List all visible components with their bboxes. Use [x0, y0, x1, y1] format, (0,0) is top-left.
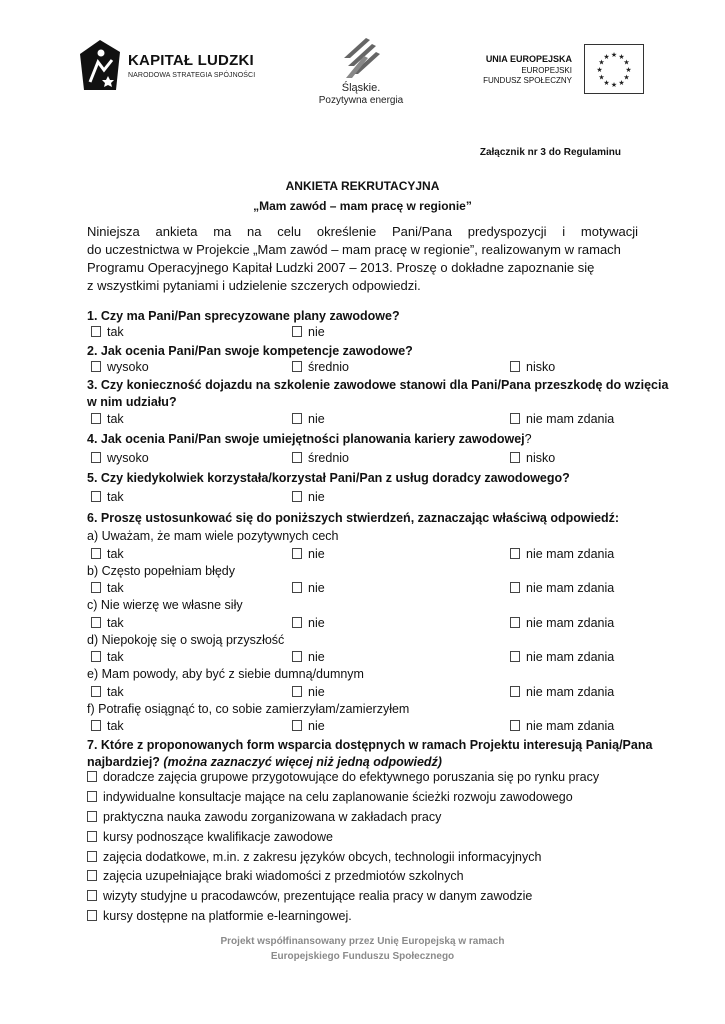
q6b-option-nie-mam-zdania[interactable]: nie mam zdania	[510, 581, 614, 595]
statement-d: d) Niepokoję się o swoją przyszłość	[87, 633, 285, 647]
checkbox-icon[interactable]	[91, 617, 101, 628]
q7-option-2[interactable]: indywidualne konsultacje mające na celu zaplanowanie ścieżki rozwoju zawodowego	[87, 790, 573, 804]
q6b-option-tak[interactable]: tak	[91, 581, 124, 595]
q7-option-4[interactable]: kursy podnoszące kwalifikacje zawodowe	[87, 830, 333, 844]
q6f-option-nie-mam-zdania[interactable]: nie mam zdania	[510, 719, 614, 733]
survey-title: ANKIETA REKRUTACYJNA	[285, 179, 440, 193]
footer-line-2: Europejskiego Funduszu Społecznego	[270, 951, 455, 962]
checkbox-icon[interactable]	[510, 582, 520, 593]
checkbox-icon[interactable]	[510, 720, 520, 731]
question-5: 5. Czy kiedykolwiek korzystała/korzystał Pani/Pan z usług doradcy zawodowego?	[87, 471, 570, 485]
q6d-option-tak[interactable]: tak	[91, 650, 124, 664]
q6e-option-tak[interactable]: tak	[91, 685, 124, 699]
q6a-option-nie-mam-zdania[interactable]: nie mam zdania	[510, 547, 614, 561]
q6a-option-tak[interactable]: tak	[91, 547, 124, 561]
checkbox-icon[interactable]	[87, 811, 97, 822]
checkbox-icon[interactable]	[292, 582, 302, 593]
q4-option-nisko[interactable]: nisko	[510, 451, 555, 465]
eu-flag-icon	[584, 44, 644, 94]
q6f-option-nie[interactable]: nie	[292, 719, 325, 733]
intro-line: do uczestnictwa w Projekcie „Mam zawód – mam pracę w regionie”, realizowanym w ramach	[87, 242, 621, 257]
q6a-option-nie[interactable]: nie	[292, 547, 325, 561]
svg-text:★: ★	[623, 58, 630, 67]
svg-text:★: ★	[603, 79, 610, 87]
checkbox-icon[interactable]	[91, 686, 101, 697]
q6c-option-tak[interactable]: tak	[91, 616, 124, 630]
q7-option-3[interactable]: praktyczna nauka zawodu zorganizowana w zakładach pracy	[87, 810, 441, 824]
checkbox-icon[interactable]	[91, 651, 101, 662]
kapital-ludzki-logo	[80, 40, 280, 92]
question-1: 1. Czy ma Pani/Pan sprecyzowane plany zawodowe?	[87, 309, 400, 323]
intro-line: Programu Operacyjnego Kapitał Ludzki 2007 – 2013. Proszę o dokładne zapoznanie się	[87, 260, 595, 275]
slaskie-slogan: Pozytywna energia	[318, 95, 404, 106]
svg-text:★: ★	[603, 53, 610, 61]
checkbox-icon[interactable]	[510, 617, 520, 628]
question-7	[87, 737, 652, 771]
question-4: 4. Jak ocenia Pani/Pan swoje umiejętności planowania kariery zawodowej?	[87, 432, 532, 446]
statement-a: a) Uważam, że mam wiele pozytywnych cech	[87, 529, 339, 543]
checkbox-icon[interactable]	[91, 720, 101, 731]
q5-option-nie[interactable]: nie	[292, 490, 325, 504]
eu-line-3: FUNDUSZ SPOŁECZNY	[483, 76, 572, 85]
checkbox-icon[interactable]	[91, 491, 101, 502]
question-2: 2. Jak ocenia Pani/Pan swoje kompetencje zawodowe?	[87, 344, 413, 358]
kapital-ludzki-subtitle: NARODOWA STRATEGIA SPÓJNOŚCI	[128, 72, 256, 79]
checkbox-icon[interactable]	[91, 452, 101, 463]
svg-text:★: ★	[625, 66, 632, 74]
q7-option-6[interactable]: zajęcia uzupełniające braki wiadomości z przedmiotów szkolnych	[87, 869, 464, 883]
question-7-line-1: 7. Które z proponowanych form wsparcia dostępnych w ramach Projektu interesują Panią/Pana	[87, 738, 653, 752]
slaskie-wave-icon	[336, 36, 382, 80]
svg-text:★: ★	[610, 81, 618, 89]
checkbox-icon[interactable]	[87, 831, 97, 842]
q6f-option-tak[interactable]: tak	[91, 719, 124, 733]
q3-option-nie[interactable]: nie	[292, 412, 325, 426]
svg-text:★: ★	[596, 66, 603, 74]
checkbox-icon[interactable]	[292, 326, 302, 337]
question-7-note: (można zaznaczyć więcej niż jedną odpowiedź)	[163, 755, 442, 769]
checkbox-icon[interactable]	[510, 413, 520, 424]
question-6: 6. Proszę ustosunkować się do poniższych stwierdzeń, zaznaczając właściwą odpowiedź:	[87, 511, 620, 525]
checkbox-icon[interactable]	[292, 452, 302, 463]
checkbox-icon[interactable]	[91, 548, 101, 559]
svg-text:★: ★	[598, 73, 605, 82]
kapital-ludzki-title: KAPITAŁ LUDZKI	[128, 52, 254, 69]
svg-text:★: ★	[598, 58, 605, 67]
project-title: „Mam zawód – mam pracę w regionie”	[253, 199, 472, 213]
question-3-line-2: w nim udziału?	[87, 395, 177, 409]
checkbox-icon[interactable]	[91, 326, 101, 337]
q6e-option-nie[interactable]: nie	[292, 685, 325, 699]
q7-option-7[interactable]: wizyty studyjne u pracodawców, prezentujące realia pracy w danym zawodzie	[87, 889, 532, 903]
annex-label: Załącznik nr 3 do Regulaminu	[479, 147, 621, 158]
checkbox-icon[interactable]	[292, 548, 302, 559]
q3-option-tak[interactable]: tak	[91, 412, 124, 426]
checkbox-icon[interactable]	[510, 548, 520, 559]
checkbox-icon[interactable]	[87, 771, 97, 782]
checkbox-icon[interactable]	[91, 582, 101, 593]
checkbox-icon[interactable]	[510, 361, 520, 372]
checkbox-icon[interactable]	[87, 851, 97, 862]
q1-option-nie[interactable]: nie	[292, 325, 325, 339]
q3-option-nie-mam-zdania[interactable]: nie mam zdania	[510, 412, 614, 426]
checkbox-icon[interactable]	[87, 791, 97, 802]
statement-c: c) Nie wierzę we własne siły	[87, 598, 243, 612]
statement-f: f) Potrafię osiągnąć to, co sobie zamierzyłam/zamierzyłem	[87, 702, 410, 716]
q2-option-wysoko[interactable]: wysoko	[91, 360, 149, 374]
q7-option-1[interactable]: doradcze zajęcia grupowe przygotowujące do efektywnego poruszania się po rynku pracy	[87, 770, 599, 784]
footer-line-1: Projekt współfinansowany przez Unię Europejską w ramach	[220, 936, 505, 947]
question-3	[87, 377, 669, 411]
checkbox-icon[interactable]	[292, 413, 302, 424]
checkbox-icon[interactable]	[292, 720, 302, 731]
checkbox-icon[interactable]	[510, 452, 520, 463]
checkbox-icon[interactable]	[87, 890, 97, 901]
q7-option-8[interactable]: kursy dostępne na platformie e-learningowej.	[87, 909, 352, 923]
intro-line: Niniejsza ankieta ma na celu określenie Pani/Pana predyspozycji i motywacji	[87, 224, 638, 239]
kapital-ludzki-emblem-icon	[80, 40, 120, 90]
statement-e: e) Mam powody, aby być z siebie dumną/dumnym	[87, 667, 364, 681]
slaskie-logo	[316, 36, 406, 108]
q6c-option-nie[interactable]: nie	[292, 616, 325, 630]
checkbox-icon[interactable]	[292, 361, 302, 372]
q6e-option-nie-mam-zdania[interactable]: nie mam zdania	[510, 685, 614, 699]
svg-text:★: ★	[618, 53, 625, 61]
q4-option-wysoko[interactable]: wysoko	[91, 451, 149, 465]
q5-option-tak[interactable]: tak	[91, 490, 124, 504]
checkbox-icon[interactable]	[292, 491, 302, 502]
q1-option-tak[interactable]: tak	[91, 325, 124, 339]
question-3-line-1: 3. Czy konieczność dojazdu na szkolenie zawodowe stanowi dla Pani/Pana przeszkodę do wzięcia	[87, 378, 669, 392]
checkbox-icon[interactable]	[87, 870, 97, 881]
checkbox-icon[interactable]	[510, 686, 520, 697]
eu-line-1: UNIA EUROPEJSKA	[485, 54, 572, 64]
checkbox-icon[interactable]	[292, 617, 302, 628]
checkbox-icon[interactable]	[87, 910, 97, 921]
checkbox-icon[interactable]	[292, 686, 302, 697]
q2-option-srednio[interactable]: średnio	[292, 360, 349, 374]
checkbox-icon[interactable]	[91, 413, 101, 424]
question-7-line-2: najbardziej? (można zaznaczyć więcej niż jedną odpowiedź)	[87, 755, 442, 769]
statement-b: b) Często popełniam błędy	[87, 564, 235, 578]
svg-text:★: ★	[623, 73, 630, 82]
svg-text:★: ★	[618, 79, 625, 87]
slaskie-name: Śląskie.	[341, 82, 381, 94]
svg-text:★: ★	[610, 51, 618, 59]
eu-logo	[478, 44, 644, 94]
checkbox-icon[interactable]	[91, 361, 101, 372]
q7-option-5[interactable]: zajęcia dodatkowe, m.in. z zakresu języków obcych, technologii informacyjnych	[87, 850, 541, 864]
q6c-option-nie-mam-zdania[interactable]: nie mam zdania	[510, 616, 614, 630]
q2-option-nisko[interactable]: nisko	[510, 360, 555, 374]
intro-paragraph	[87, 223, 638, 295]
intro-line: z wszystkimi pytaniami i udzielenie szczerych odpowiedzi.	[87, 278, 421, 293]
checkbox-icon[interactable]	[510, 651, 520, 662]
q4-option-srednio[interactable]: średnio	[292, 451, 349, 465]
q6d-option-nie[interactable]: nie	[292, 650, 325, 664]
q6d-option-nie-mam-zdania[interactable]: nie mam zdania	[510, 650, 614, 664]
q6b-option-nie[interactable]: nie	[292, 581, 325, 595]
checkbox-icon[interactable]	[292, 651, 302, 662]
eu-line-2: EUROPEJSKI	[521, 66, 572, 75]
